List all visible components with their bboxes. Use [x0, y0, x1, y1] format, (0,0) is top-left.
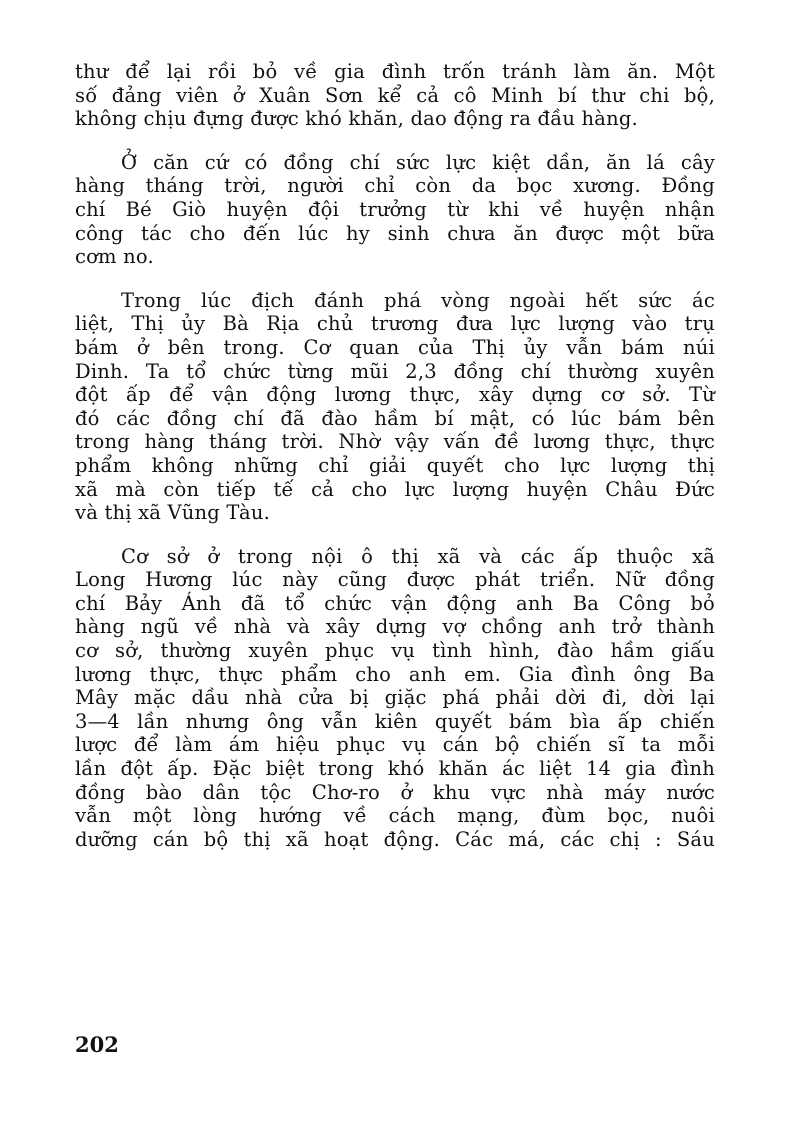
text-line: chí Bé Giò huyện đội trưởng từ khi về huyện nhận [75, 197, 715, 221]
text-line: thư để lại rồi bỏ về gia đình trốn tránh làm ăn. Một [75, 60, 715, 83]
text-line: số đảng viên ở Xuân Sơn kể cả cô Minh bí thư chi bộ, [75, 83, 715, 107]
text-line: Dinh. Ta tổ chức từng mũi 2,3 đồng chí thường xuyên [75, 359, 715, 383]
text-line: 3—4 lần nhưng ông vẫn kiên quyết bám bìa ấp chiến [75, 709, 715, 733]
text-line: đó các đồng chí đã đào hầm bí mật, có lúc bám bên [75, 406, 715, 430]
text-line: chí Bảy Ánh đã tổ chức vận động anh Ba Công bỏ [75, 591, 715, 615]
text-line: bám ở bên trong. Cơ quan của Thị ủy vẫn bám núi [75, 335, 715, 359]
text-line: không chịu đựng được khó khăn, dao động ra đầu hàng. [75, 107, 638, 131]
text-line: cơm no. [75, 245, 154, 269]
text-line: hàng ngũ về nhà và xây dựng vợ chồng anh trở thành [75, 615, 715, 639]
paragraph-1 [75, 60, 715, 131]
text-line: dưỡng cán bộ thị xã hoạt động. Các má, các chị : Sáu [75, 827, 715, 851]
text-line: hàng tháng trời, người chỉ còn da bọc xương. Đồng [75, 174, 715, 198]
text-line: cơ sở, thường xuyên phục vụ tình hình, đào hầm giấu [75, 639, 715, 663]
text-line: Cơ sở ở trong nội ô thị xã và các ấp thuộc xã [121, 544, 715, 568]
text-line: phẩm không những chỉ giải quyết cho lực lượng thị [75, 453, 715, 477]
paragraph-4 [75, 545, 715, 852]
text-line: xã mà còn tiếp tế cả cho lực lượng huyện Châu Đức [75, 477, 715, 501]
body-text [75, 60, 715, 851]
text-line: lần đột ấp. Đặc biệt trong khó khăn ác liệt 14 gia đình [75, 757, 715, 781]
text-line: liệt, Thị ủy Bà Rịa chủ trương đưa lực lượng vào trụ [75, 312, 715, 336]
text-line: đột ấp để vận động lương thực, xây dựng cơ sở. Từ [75, 383, 715, 407]
text-line: Ở căn cứ có đồng chí sức lực kiệt dần, ăn lá cây [121, 150, 715, 174]
paragraph-2 [75, 151, 715, 269]
page-number: 202 [75, 1032, 119, 1057]
text-line: Long Hương lúc này cũng được phát triển. Nữ đồng [75, 568, 715, 592]
text-line: và thị xã Vũng Tàu. [75, 501, 271, 525]
text-line: vẫn một lòng hướng về cách mạng, đùm bọc, nuôi [75, 804, 715, 828]
text-line: trong hàng tháng trời. Nhờ vậy vấn đề lương thực, thực [75, 430, 715, 454]
text-line: Trong lúc địch đánh phá vòng ngoài hết sức ác [121, 288, 715, 312]
text-line: lương thực, thực phẩm cho anh em. Gia đình ông Ba [75, 662, 715, 686]
text-line: lược để làm ám hiệu phục vụ cán bộ chiến sĩ ta mỗi [75, 733, 715, 757]
paragraph-3 [75, 289, 715, 525]
text-line: đồng bào dân tộc Chơ-ro ở khu vực nhà máy nước [75, 780, 715, 804]
text-line: Mây mặc dầu nhà cửa bị giặc phá phải dời đi, dời lại [75, 686, 715, 710]
text-line: công tác cho đến lúc hy sinh chưa ăn được một bữa [75, 221, 715, 245]
